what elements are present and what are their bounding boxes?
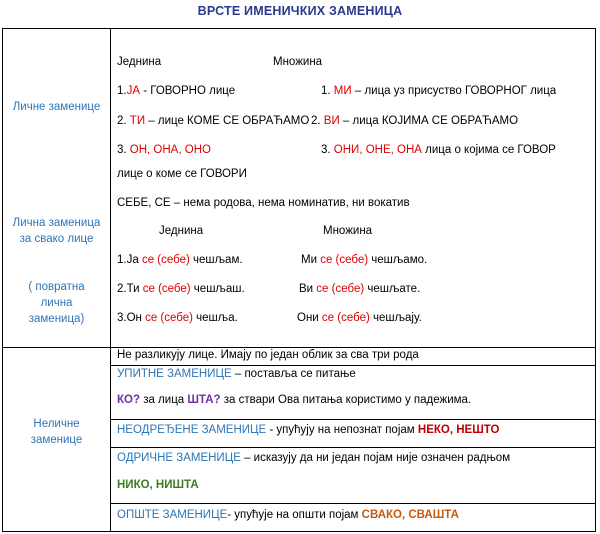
header-singular: Једнина — [117, 56, 162, 68]
column-divider — [110, 29, 111, 531]
upitne-row: УПИТНЕ ЗАМЕНИЦЕ – поставља се питање — [117, 368, 356, 380]
row-divider — [110, 503, 595, 504]
label-licne-zamenice: Личне заменице — [12, 101, 101, 113]
reflexive-header-singular: Једнина — [159, 225, 204, 237]
odricne-examples: НИКО, НИШТА — [117, 479, 199, 491]
singular-row-1: 1.ЈА - ГОВОРНО лице — [117, 85, 236, 97]
impersonal-intro: Не разликују лице. Имају по један облик за сва три рода — [117, 349, 419, 361]
plural-row-2: 2. ВИ – лица КОЈИМА СЕ ОБРАЋАМО — [311, 115, 519, 127]
page-title: ВРСТЕ ИМЕНИЧКИХ ЗАМЕНИЦА — [197, 4, 403, 18]
reflexive-singular-1: 1.Ја се (себе) чешљам. — [117, 254, 243, 266]
reflexive-plural-2: Ви се (себе) чешљате. — [299, 283, 421, 295]
neodredjene-row: НЕОДРЕЂЕНЕ ЗАМЕНИЦЕ - упућују на непознат појам НЕКО, НЕШТО — [117, 424, 500, 436]
section-divider — [3, 347, 595, 348]
label-povratna: ( повратна лична заменица) — [28, 281, 85, 325]
plural-row-1: 1. МИ – лица уз присуство ГОВОРНОГ лица — [321, 85, 557, 97]
header-plural: Множина — [273, 56, 323, 68]
reflexive-singular-3: 3.Он се (себе) чешља. — [117, 312, 238, 324]
reflexive-description: СЕБЕ, СЕ – нема родова, нема номинатив, ни вокатив — [117, 197, 410, 209]
row-3-continuation: лице о коме се ГОВОРИ — [117, 168, 247, 180]
label-nelicne-zamenice: Неличне заменице — [30, 418, 83, 446]
plural-row-3: 3. ОНИ, ОНЕ, ОНА лица о којима се ГОВОР — [321, 144, 556, 156]
singular-row-3: 3. ОН, ОНА, ОНО — [117, 144, 211, 156]
reflexive-plural-1: Ми се (себе) чешљамо. — [301, 254, 428, 266]
label-licna-zamenica-za-svako-lice: Лична заменица за свако лице — [12, 217, 101, 245]
reflexive-plural-3: Они се (себе) чешљају. — [297, 312, 422, 324]
reflexive-singular-2: 2.Ти се (себе) чешљаш. — [117, 283, 245, 295]
row-divider — [110, 365, 595, 366]
upitne-examples: КО? за лица ШТА? за ствари Ова питања користимо у падежима. — [117, 394, 472, 406]
row-divider — [110, 447, 595, 448]
row-divider — [110, 419, 595, 420]
odricne-row: ОДРИЧНЕ ЗАМЕНИЦЕ – исказују да ни један појам није означен радњом — [117, 452, 511, 464]
singular-row-2: 2. ТИ – лице КОМЕ СЕ ОБРАЋАМО — [117, 115, 310, 127]
opste-row: ОПШТЕ ЗАМЕНИЦЕ- упућује на општи појам СВАКО, СВАШТА — [117, 509, 459, 521]
pronoun-table — [2, 28, 596, 532]
reflexive-header-plural: Множина — [323, 225, 373, 237]
